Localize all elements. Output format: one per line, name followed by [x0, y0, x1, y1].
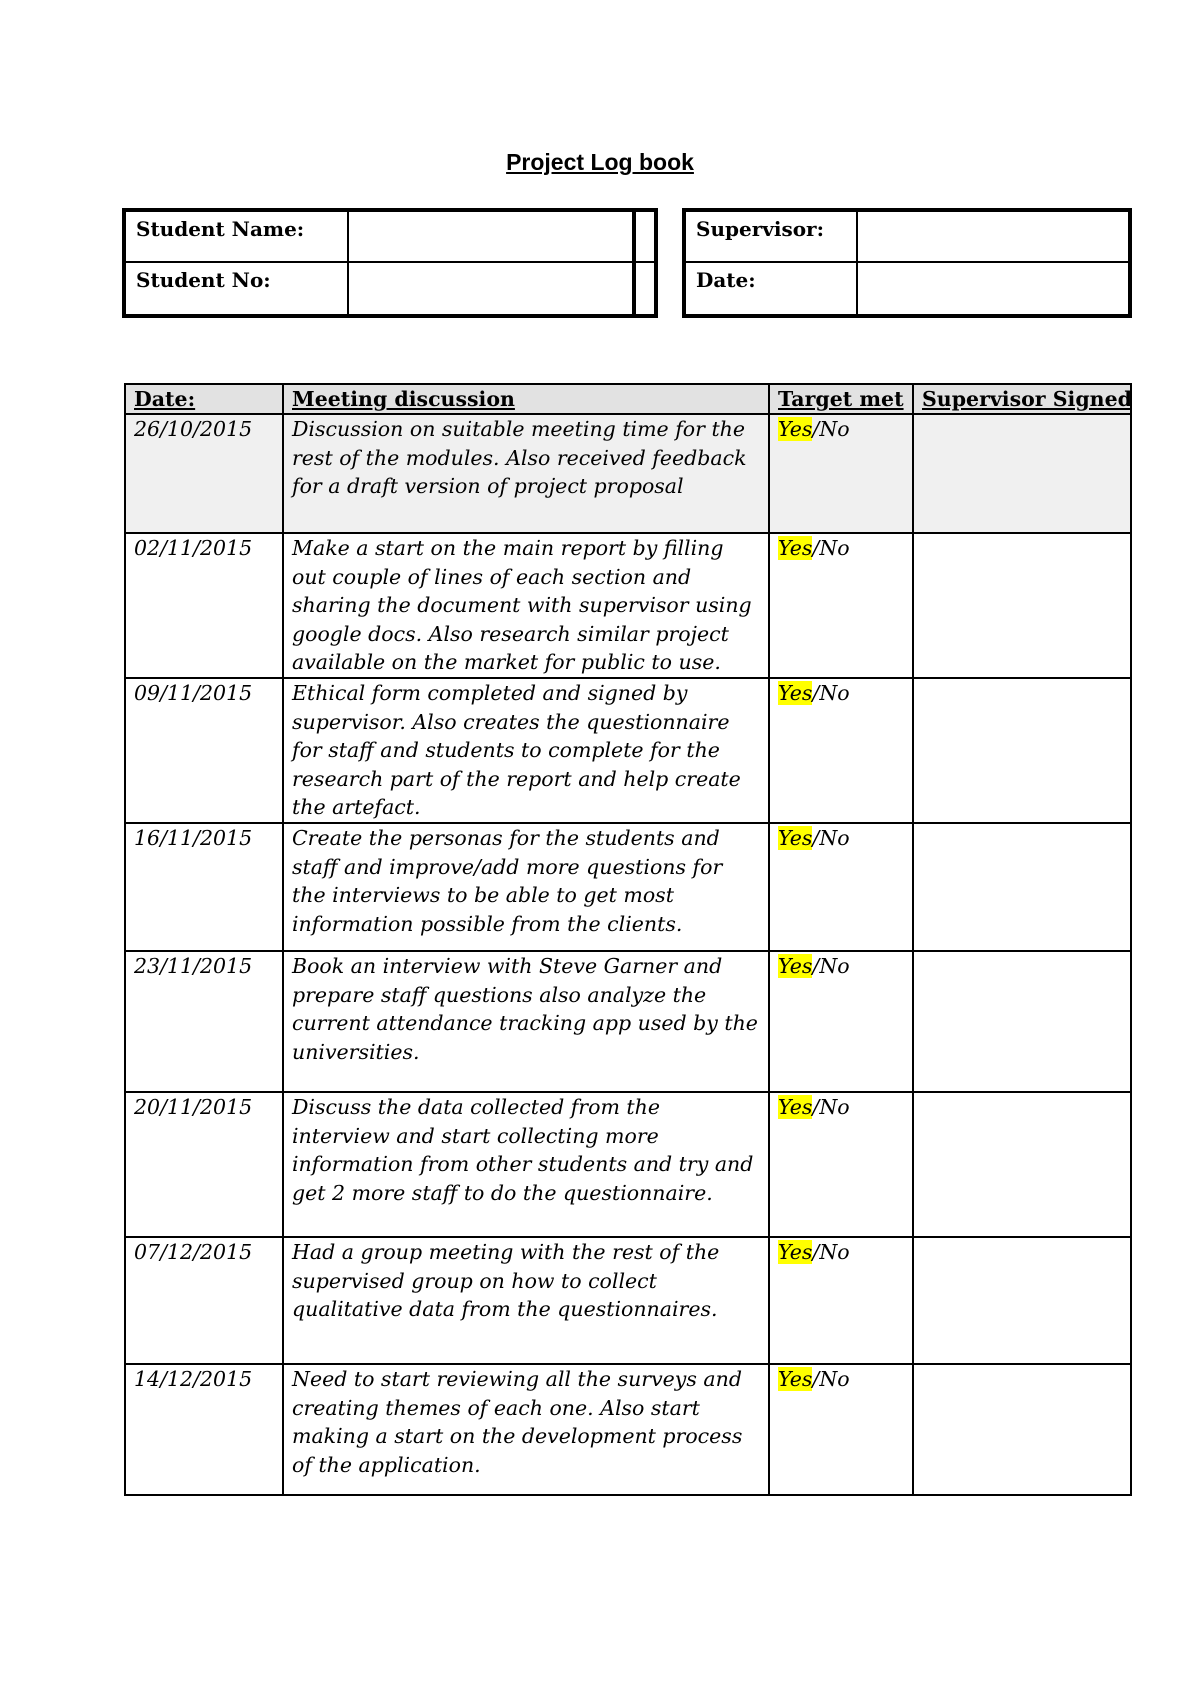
row-discussion: Create the personas for the students and staff and improve/add more questions for the interviews to be able to get most information possible from the clients.	[283, 823, 769, 951]
row-target	[769, 1364, 913, 1495]
meeting-log-table	[124, 383, 1132, 1496]
supervisor-label: Supervisor:	[686, 212, 858, 263]
target-yes: Yes	[778, 417, 813, 441]
table-row	[125, 1237, 1131, 1364]
target-no: /No	[812, 417, 850, 441]
target-yes: Yes	[778, 680, 813, 705]
target-yes: Yes	[778, 953, 813, 978]
student-info-box	[122, 208, 658, 318]
row-supervisor-signature[interactable]	[913, 1092, 1131, 1237]
row-discussion: Ethical form completed and signed by supervisor. Also creates the questionnaire for staff and students to complete for the research part of the report and help create the artefact.	[283, 678, 769, 823]
target-yes: Yes	[778, 1094, 813, 1119]
target-no: /No	[812, 1239, 850, 1264]
target-no: /No	[812, 680, 850, 705]
row-date: 02/11/2015	[125, 533, 283, 678]
date-label: Date:	[686, 263, 858, 314]
row-target	[769, 414, 913, 533]
table-row	[125, 414, 1131, 533]
row-discussion: Make a start on the main report by filling out couple of lines of each section and sharing the document with supervisor using google docs. Also research similar project available on the market for public to use.	[283, 533, 769, 678]
table-row	[125, 1092, 1131, 1237]
row-target	[769, 1092, 913, 1237]
row-supervisor-signature[interactable]	[913, 1237, 1131, 1364]
divider-cell	[634, 263, 656, 314]
student-no-field[interactable]	[349, 263, 634, 314]
row-supervisor-signature[interactable]	[913, 533, 1131, 678]
row-target	[769, 951, 913, 1092]
row-target	[769, 823, 913, 951]
header-discussion: Meeting discussion	[283, 384, 769, 414]
table-row	[125, 678, 1131, 823]
student-no-label: Student No:	[126, 263, 349, 314]
row-discussion: Discuss the data collected from the interview and start collecting more information from other students and try and get 2 more staff to do the questionnaire.	[283, 1092, 769, 1237]
row-date: 07/12/2015	[125, 1237, 283, 1364]
table-row	[125, 1364, 1131, 1495]
row-discussion: Discussion on suitable meeting time for the rest of the modules. Also received feedback for a draft version of project proposal	[283, 414, 769, 533]
row-supervisor-signature[interactable]	[913, 678, 1131, 823]
target-yes: Yes	[778, 536, 813, 560]
date-field[interactable]	[858, 263, 1128, 314]
row-supervisor-signature[interactable]	[913, 1364, 1131, 1495]
divider-cell	[634, 212, 656, 263]
page-title: Project Log book	[506, 149, 694, 175]
row-date: 26/10/2015	[125, 414, 283, 533]
target-yes: Yes	[778, 1366, 813, 1391]
supervisor-info-box	[682, 208, 1132, 318]
row-discussion: Had a group meeting with the rest of the supervised group on how to collect qualitative data from the questionnaires.	[283, 1237, 769, 1364]
table-row	[125, 533, 1131, 678]
header-date: Date:	[125, 384, 283, 414]
table-row	[125, 823, 1131, 951]
header-supervisor: Supervisor Signed	[913, 384, 1131, 414]
table-header-row	[125, 384, 1131, 414]
target-no: /No	[812, 536, 850, 560]
row-discussion: Book an interview with Steve Garner and prepare staff questions also analyze the current attendance tracking app used by the universities.	[283, 951, 769, 1092]
row-date: 16/11/2015	[125, 823, 283, 951]
target-no: /No	[812, 825, 850, 850]
row-date: 09/11/2015	[125, 678, 283, 823]
row-date: 14/12/2015	[125, 1364, 283, 1495]
row-target	[769, 678, 913, 823]
target-no: /No	[812, 953, 850, 978]
table-row	[125, 951, 1131, 1092]
row-supervisor-signature[interactable]	[913, 414, 1131, 533]
student-name-field[interactable]	[349, 212, 634, 263]
row-discussion: Need to start reviewing all the surveys and creating themes of each one. Also start making a start on the development process of the application.	[283, 1364, 769, 1495]
student-name-label: Student Name:	[126, 212, 349, 263]
header-target: Target met	[769, 384, 913, 414]
target-no: /No	[812, 1366, 850, 1391]
row-supervisor-signature[interactable]	[913, 823, 1131, 951]
supervisor-field[interactable]	[858, 212, 1128, 263]
target-yes: Yes	[778, 825, 813, 850]
target-no: /No	[812, 1094, 850, 1119]
row-supervisor-signature[interactable]	[913, 951, 1131, 1092]
row-target	[769, 533, 913, 678]
row-target	[769, 1237, 913, 1364]
row-date: 20/11/2015	[125, 1092, 283, 1237]
target-yes: Yes	[778, 1239, 813, 1264]
row-date: 23/11/2015	[125, 951, 283, 1092]
